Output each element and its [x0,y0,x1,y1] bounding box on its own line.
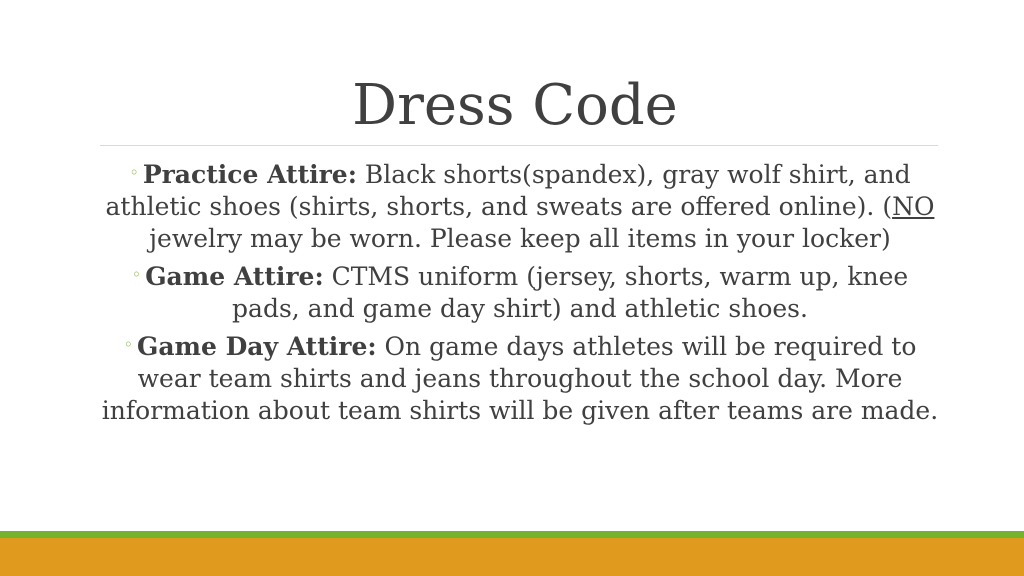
item-text: CTMS uniform (jersey, shorts, warm up, knee pads, and game day shirt) and athletic shoes. [232,262,909,323]
slide-title: Dress Code [352,73,678,138]
bullet-item-game-attire [100,259,940,325]
bullet-circle-icon: ◦ [131,265,142,284]
item-heading: Game Attire: [145,262,324,291]
item-text-continued: jewelry may be worn. Please keep all items in your locker) [149,224,891,253]
bullet-circle-icon: ◦ [129,163,139,182]
item-heading: Game Day Attire: [137,332,377,361]
slide-content [100,157,940,431]
bullet-item-game-day-attire [100,329,940,427]
item-emphasis: NO [892,192,935,221]
footer-orange-band [0,538,1024,576]
item-text: On game days athletes will be required to wear team shirts and jeans throughout the school day. More information about team shirts will be given after teams are made. [101,332,939,425]
footer-green-band [0,531,1024,538]
bullet-item-practice-attire [100,157,940,255]
item-heading: Practice Attire: [142,160,357,189]
item-text: Black shorts(spandex), gray wolf shirt, and athletic shoes (shirts, shorts, and sweats are offered online). ( [105,160,911,221]
title-divider [100,145,938,146]
bullet-circle-icon: ◦ [123,335,133,354]
